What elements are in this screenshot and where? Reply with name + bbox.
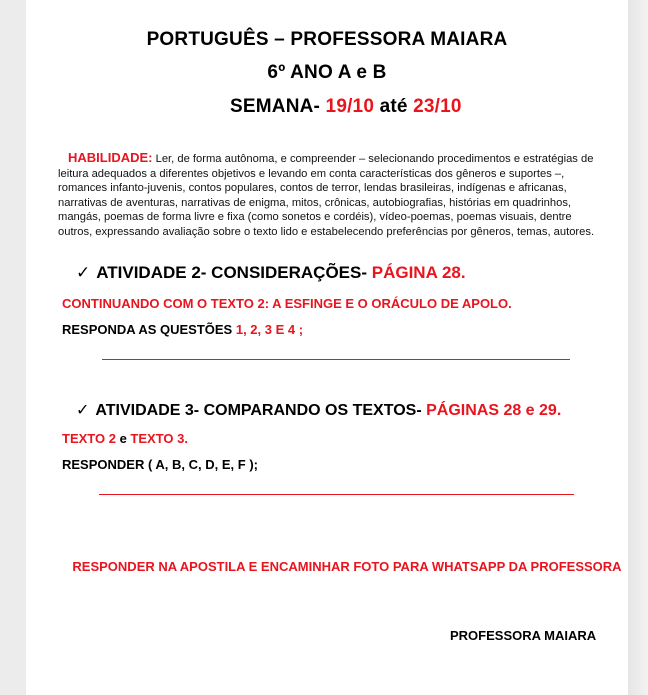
texto-3-label: TEXTO 3.	[130, 431, 188, 446]
week-line	[230, 96, 462, 118]
final-instruction: RESPONDER NA APOSTILA E ENCAMINHAR FOTO PARA WHATSAPP DA PROFESSORA	[72, 559, 622, 574]
atividade-3-heading	[76, 400, 561, 420]
atividade-2-respond-line	[62, 322, 303, 337]
document-title: PORTUGUÊS – PROFESSORA MAIARA	[146, 29, 508, 50]
atividade-3-pages: PÁGINAS 28 e 29.	[426, 402, 562, 419]
atividade-2-page: PÁGINA 28.	[371, 263, 466, 282]
atividade-3-texts-line	[62, 431, 188, 446]
habilidade-paragraph	[58, 151, 608, 240]
checkmark-icon: ✓	[76, 402, 90, 419]
habilidade-text: Ler, de forma autônoma, e compreender – selecionando procedimentos e estratégias de leitura adequados a diferentes objetivos e levando em conta características dos gêneros e suportes –, romances infanto-juvenis, contos populares, contos de terror, lendas brasileiras, indígenas e africanas, narrativas de aventuras, narrativas de enigma, mitos, crônicas, autobiografias, histórias em quadrinhos, mangás, poemas de forma livre e fixa (como sonetos e cordéis), vídeo-poemas, poemas visuais, dentre outros, expressando avaliação sobre o texto lido e estabelecendo preferências por gêneros, temas, autores.	[58, 153, 595, 238]
checkmark-icon: ✓	[76, 263, 91, 282]
week-separator: até	[374, 96, 414, 117]
habilidade-label: HABILIDADE:	[68, 150, 153, 165]
texto-2-label: TEXTO 2	[62, 431, 116, 446]
page-edge-shadow	[628, 0, 648, 695]
class-subtitle: 6º ANO A e B	[267, 62, 387, 83]
question-numbers: 1, 2, 3 E 4 ;	[235, 322, 304, 337]
atividade-2-heading	[76, 263, 466, 283]
week-end-date: 23/10	[413, 96, 462, 117]
separator-line	[99, 494, 574, 495]
respond-label: RESPONDA AS QUESTÕES	[62, 322, 236, 337]
atividade-3-title: ATIVIDADE 3- COMPARANDO OS TEXTOS-	[95, 402, 427, 419]
signature: PROFESSORA MAIARA	[450, 628, 597, 643]
document-page	[26, 0, 628, 695]
atividade-2-continuing-text: CONTINUANDO COM O TEXTO 2: A ESFINGE E O ORÁCULO DE APOLO.	[62, 296, 512, 311]
week-label: SEMANA-	[230, 96, 326, 117]
atividade-3-respond-line: RESPONDER ( A, B, C, D, E, F );	[62, 457, 258, 472]
separator-line	[102, 359, 570, 360]
week-start-date: 19/10	[325, 96, 375, 117]
atividade-2-title: ATIVIDADE 2- CONSIDERAÇÕES-	[96, 263, 372, 282]
texto-conjunction: e	[115, 431, 131, 446]
